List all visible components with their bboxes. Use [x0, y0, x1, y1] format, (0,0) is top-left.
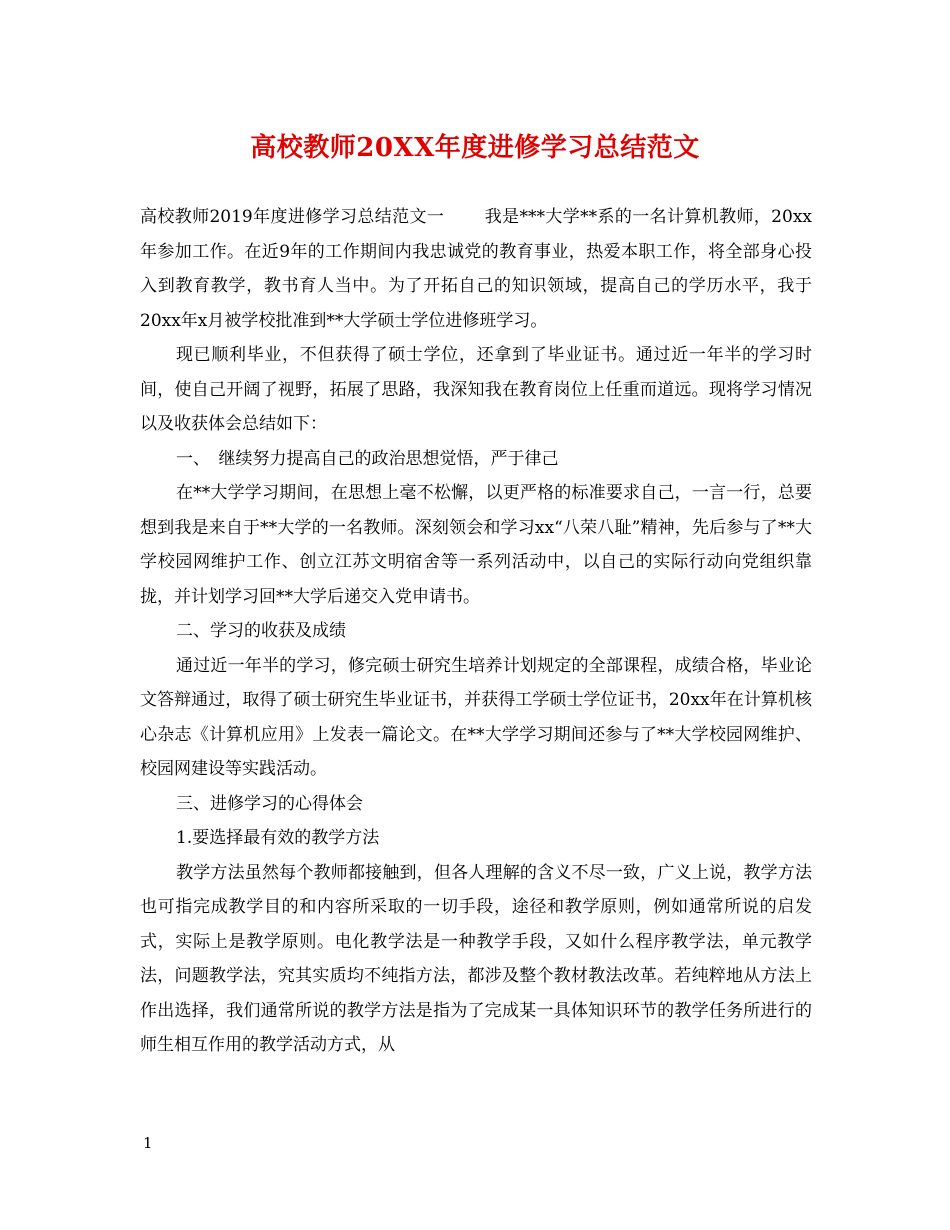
paragraph-teaching-methods: 教学方法虽然每个教师都接触到，但各人理解的含义不尽一致，广义上说，教学方法也可指完成教学目的和内容所采取的一切手段，途径和教学原则，例如通常所说的启发式，实际上是教学原则。电化教学法是一种教学手段，又如什么程序教学法，单元教学法，问题教学法，究其实质均不纯指方法，都涉及整个教材教法改革。若纯粹地从方法上作出选择，我们通常所说的教学方法是指为了完成某一具体知识环节的教学任务所进行的师生相互作用的教学活动方式，从 [140, 862, 812, 1055]
document-body [140, 200, 812, 1063]
paragraph-political: 在**大学学习期间，在思想上毫不松懈，以更严格的标准要求自己，一言一行，总要想到我是来自于**大学的一名教师。深刻领会和学习xx“八荣八耻”精神，先后参与了**大学校园网维护工作、创立江苏文明宿舍等一系列活动中，以自己的实际行动向党组织靠拢，并计划学习回**大学后递交入党申请书。 [140, 483, 812, 607]
paragraph-graduation: 现已顺利毕业，不但获得了硕士学位，还拿到了毕业证书。通过近一年半的学习时间，使自己开阔了视野，拓展了思路，我深知我在教育岗位上任重而道远。现将学习情况以及收获体会总结如下： [140, 345, 812, 434]
section-heading-3: 三、进修学习的心得体会 [176, 793, 363, 814]
paragraph-achievements: 通过近一年半的学习，修完硕士研究生培养计划规定的全部课程，成绩合格，毕业论文答辩通过，取得了硕士研究生毕业证书，并获得工学硕士学位证书，20xx年在计算机核心杂志《计算机应用》上发表一篇论文。在**大学学习期间还参与了**大学校园网维护、校园网建设等实践活动。 [140, 655, 812, 779]
section-heading-2: 二、学习的收获及成绩 [176, 621, 346, 641]
paragraph-intro: 高校教师2019年度进修学习总结范文一 我是***大学**系的一名计算机教师，20xx年参加工作。在近9年的工作期间内我忠诚党的教育事业，热爱本职工作，将全部身心投入到教育教学，教书育人当中。为了开拓自己的知识领域，提高自己的学历水平，我于20xx年x月被学校批准到**大学硕士学位进修班学习。 [140, 207, 812, 331]
page-number: 1 [143, 1134, 153, 1152]
document-title: 高校教师20XX年度进修学习总结范文 [250, 133, 700, 163]
section-heading-1: 一、 继续努力提高自己的政治思想觉悟，严于律己 [176, 448, 559, 469]
subsection-heading-1: 1.要选择最有效的教学方法 [176, 828, 380, 848]
